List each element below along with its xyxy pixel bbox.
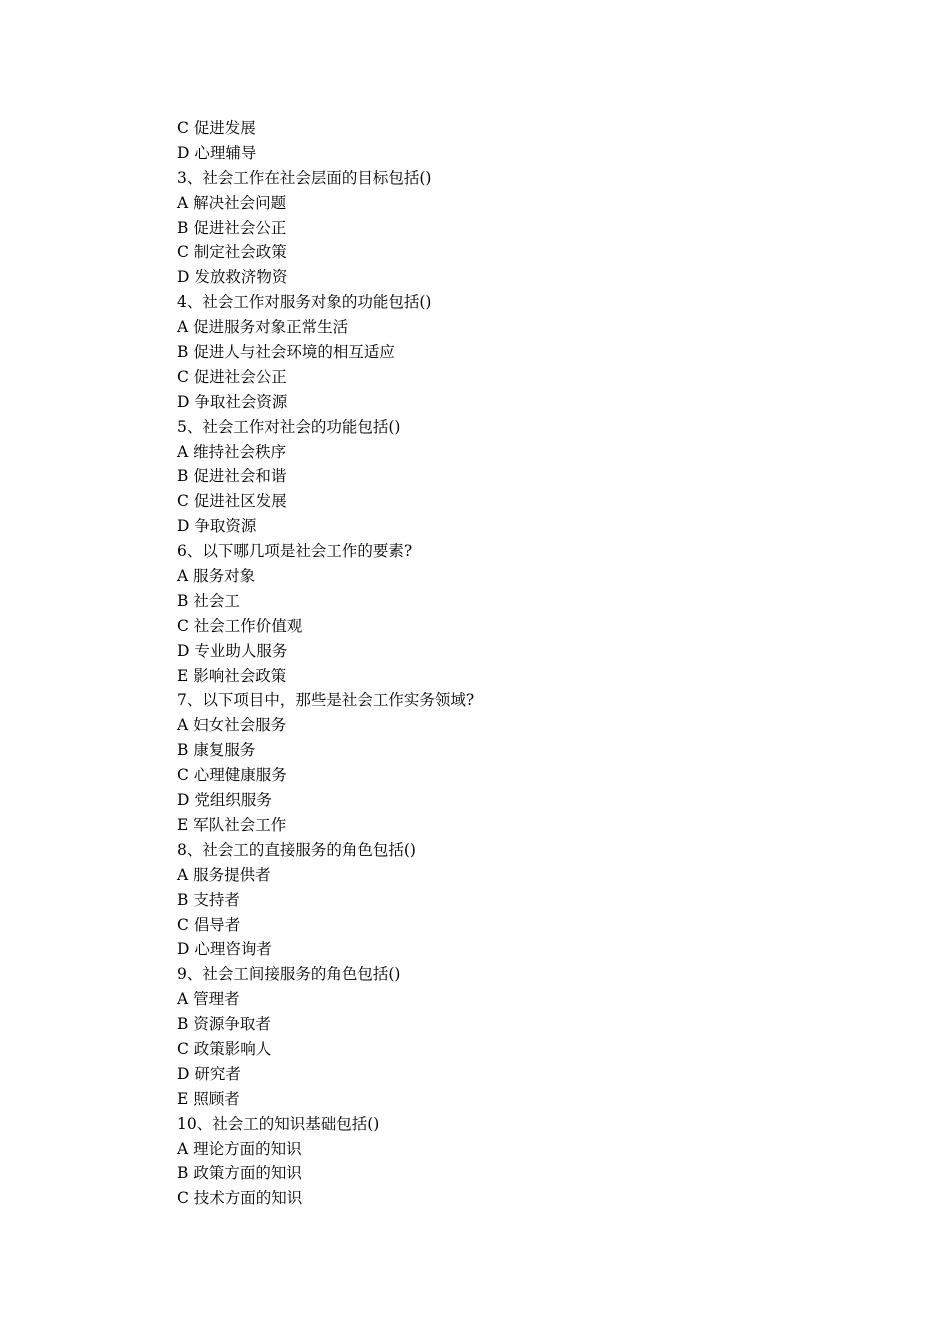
question-line: 5、社会工作对社会的功能包括()	[177, 417, 401, 436]
option-line: E 照顾者	[177, 1089, 240, 1108]
option-line: E 军队社会工作	[177, 815, 287, 834]
option-line: B 促进社会和谐	[177, 467, 287, 486]
document-page	[177, 116, 877, 1211]
option-line: A 妇女社会服务	[177, 716, 287, 735]
option-line: C 心理健康服务	[177, 766, 287, 785]
option-line: C 技术方面的知识	[177, 1189, 303, 1208]
option-line: A 服务提供者	[177, 865, 271, 884]
option-line: B 资源争取者	[177, 1015, 271, 1034]
option-line: C 促进社会公正	[177, 367, 287, 386]
option-line: C 社会工作价值观	[177, 616, 303, 635]
option-line: B 促进人与社会环境的相互适应	[177, 343, 395, 362]
option-line: A 服务对象	[177, 567, 256, 586]
option-line: C 倡导者	[177, 915, 241, 934]
option-line: B 社会工	[177, 591, 240, 610]
option-line: C 制定社会政策	[177, 243, 287, 262]
option-line: A 理论方面的知识	[177, 1139, 302, 1158]
option-line: B 促进社会公正	[177, 218, 287, 237]
option-line: A 促进服务对象正常生活	[177, 318, 349, 337]
option-line: D 发放救济物资	[177, 268, 288, 287]
option-line: A 管理者	[177, 990, 240, 1009]
option-line: D 争取社会资源	[177, 392, 288, 411]
option-line: D 党组织服务	[177, 791, 272, 810]
option-line: D 心理辅导	[177, 143, 257, 162]
option-line: C 促进发展	[177, 119, 256, 137]
option-line: C 政策影响人	[177, 1039, 272, 1058]
option-line: C 促进社区发展	[177, 492, 287, 511]
question-line: 8、社会工的直接服务的角色包括()	[177, 840, 416, 859]
option-line: A 维持社会秩序	[177, 442, 287, 461]
option-line: D 争取资源	[177, 517, 257, 536]
option-line: B 康复服务	[177, 741, 256, 760]
question-line: 6、以下哪几项是社会工作的要素?	[177, 542, 413, 561]
option-line: B 支持者	[177, 890, 240, 909]
option-line: D 研究者	[177, 1064, 241, 1083]
question-line: 9、社会工间接服务的角色包括()	[177, 965, 401, 984]
question-line: 10、社会工的知识基础包括()	[177, 1114, 380, 1133]
question-line: 4、社会工作对服务对象的功能包括()	[177, 293, 432, 312]
option-line: B 政策方面的知识	[177, 1164, 302, 1183]
question-line: 7、以下项目中，那些是社会工作实务领域?	[177, 691, 475, 710]
option-line: D 专业助人服务	[177, 641, 288, 660]
option-line: D 心理咨询者	[177, 940, 272, 959]
option-line: A 解决社会问题	[177, 193, 287, 212]
question-line: 3、社会工作在社会层面的目标包括()	[177, 168, 432, 187]
option-line: E 影响社会政策	[177, 666, 287, 685]
